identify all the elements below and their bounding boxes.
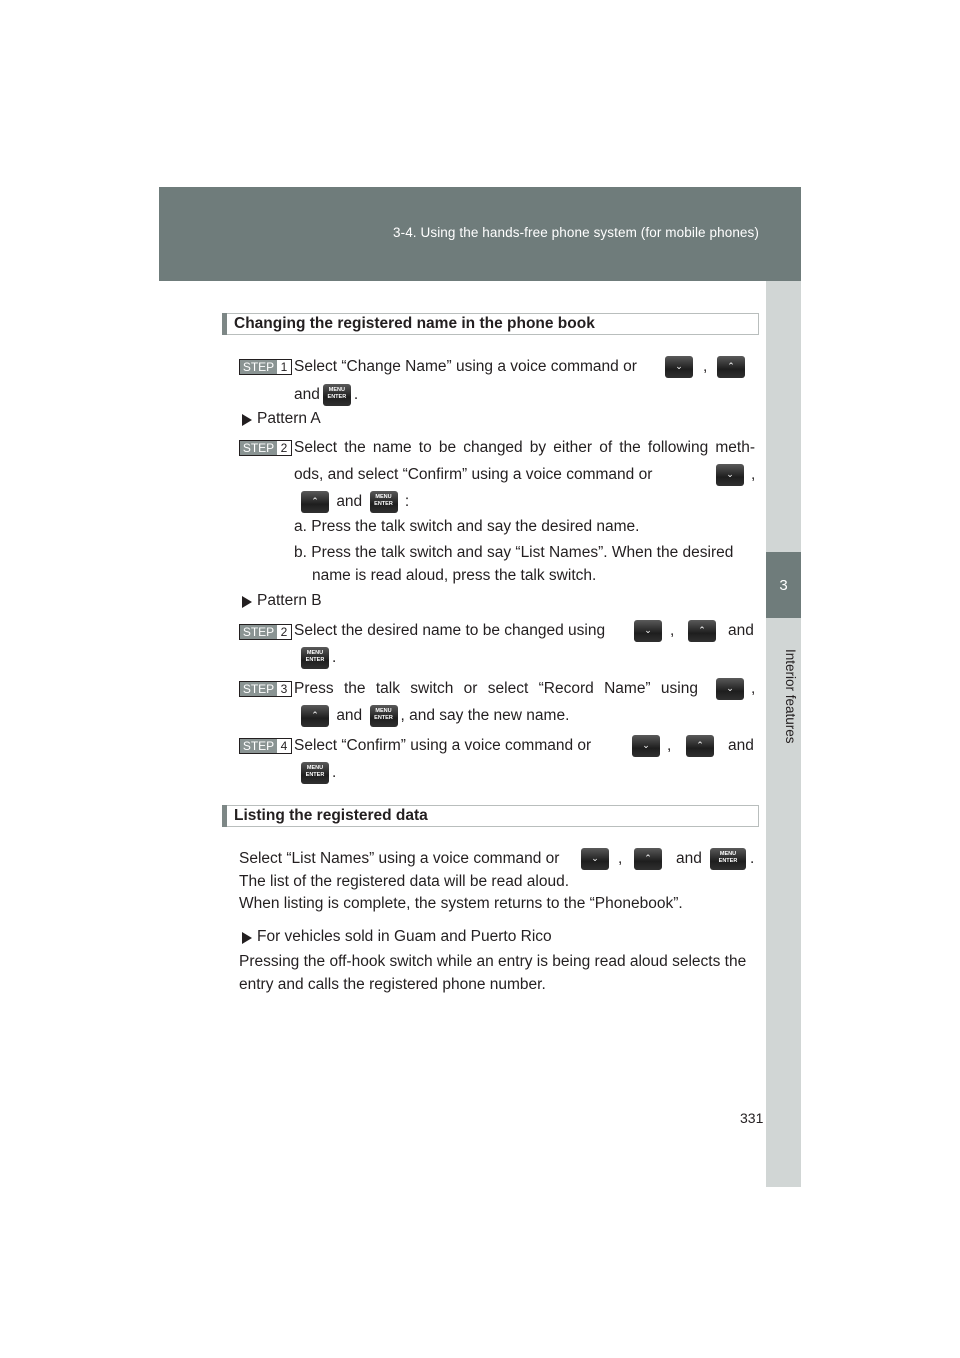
- section-heading-text: Listing the registered data: [234, 807, 428, 824]
- pattern-a-step-2-line3: ⌃ and MENU ENTER :: [298, 491, 409, 513]
- up-button-icon: ⌃: [717, 356, 745, 378]
- header-band: [159, 187, 801, 281]
- down-button-icon: ⌄: [716, 464, 744, 486]
- pattern-a-option-b-line1: b. Press the talk switch and say “List Names”. When the desired: [294, 544, 734, 561]
- menu-enter-button-icon: MENU ENTER: [370, 491, 398, 513]
- down-button-icon: ⌄: [665, 356, 693, 378]
- pattern-a-option-b-line2: name is read aloud, press the talk switch.: [312, 567, 597, 584]
- pattern-b-step-4-line2: MENU ENTER .: [298, 762, 336, 784]
- listing-line-1: Select “List Names” using a voice command or: [239, 850, 560, 867]
- section-title: 3-4. Using the hands-free phone system (for mobile phones): [393, 225, 759, 240]
- pattern-b-step-2-line2: MENU ENTER .: [298, 647, 336, 669]
- pattern-b-step-2-text: Select the desired name to be changed using: [294, 622, 606, 639]
- pattern-a-step-2-line1: Select the name to be changed by either of the following meth-: [294, 439, 755, 456]
- up-button-icon: ⌃: [688, 620, 716, 642]
- triangle-bullet-icon: [242, 932, 252, 944]
- guam-paragraph-line2: entry and calls the registered phone number.: [239, 976, 546, 993]
- pattern-b-step-3-line2: ⌃ and MENU ENTER , and say the new name.: [298, 705, 569, 727]
- pattern-b-step-3-text: Press the talk switch or select “Record Name” using: [294, 680, 698, 697]
- pattern-b-label: Pattern B: [257, 592, 322, 609]
- pattern-a-label: Pattern A: [257, 410, 321, 427]
- listing-line-2: The list of the registered data will be read aloud.: [239, 873, 569, 890]
- triangle-bullet-icon: [242, 596, 252, 608]
- menu-enter-button-icon: MENU ENTER: [301, 647, 329, 669]
- step-3-badge: STEP 3: [239, 681, 292, 697]
- chapter-label: Interior features: [783, 648, 798, 744]
- step-2-badge: STEP 2: [239, 624, 292, 640]
- up-button-icon: ⌃: [301, 705, 329, 727]
- up-button-icon: ⌃: [634, 848, 662, 870]
- heading-accent-bar: [222, 313, 227, 335]
- step-1-text-line2: and MENU ENTER .: [294, 384, 358, 406]
- heading-accent-bar: [222, 805, 227, 827]
- guam-paragraph-line1: Pressing the off-hook switch while an entry is being read aloud selects the: [239, 953, 747, 970]
- page-number: 331: [740, 1110, 764, 1126]
- section-heading-text: Changing the registered name in the phone book: [234, 315, 595, 332]
- step-1-text: Select “Change Name” using a voice command or: [294, 358, 637, 375]
- section-heading-changing: [222, 313, 759, 335]
- section-heading-listing: [222, 805, 759, 827]
- pattern-a-option-a: a. Press the talk switch and say the desired name.: [294, 518, 640, 535]
- step-1-badge: STEP 1: [239, 359, 292, 375]
- step-4-badge: STEP 4: [239, 738, 292, 754]
- pattern-b-step-4-text: Select “Confirm” using a voice command or: [294, 737, 592, 754]
- down-button-icon: ⌄: [634, 620, 662, 642]
- listing-line-3: When listing is complete, the system returns to the “Phonebook”.: [239, 895, 683, 912]
- up-button-icon: ⌃: [686, 735, 714, 757]
- guam-note-label: For vehicles sold in Guam and Puerto Rico: [257, 928, 552, 945]
- chapter-number: 3: [766, 552, 801, 618]
- chapter-side-tab: [766, 281, 801, 1187]
- menu-enter-button-icon: MENU ENTER: [710, 848, 746, 870]
- down-button-icon: ⌄: [632, 735, 660, 757]
- down-button-icon: ⌄: [716, 678, 744, 700]
- down-button-icon: ⌄: [581, 848, 609, 870]
- pattern-a-step-2-line2: ods, and select “Confirm” using a voice command or: [294, 466, 653, 483]
- menu-enter-button-icon: MENU ENTER: [370, 705, 398, 727]
- triangle-bullet-icon: [242, 414, 252, 426]
- step-2-badge: STEP 2: [239, 440, 292, 456]
- up-button-icon: ⌃: [301, 491, 329, 513]
- menu-enter-button-icon: MENU ENTER: [323, 384, 351, 406]
- menu-enter-button-icon: MENU ENTER: [301, 762, 329, 784]
